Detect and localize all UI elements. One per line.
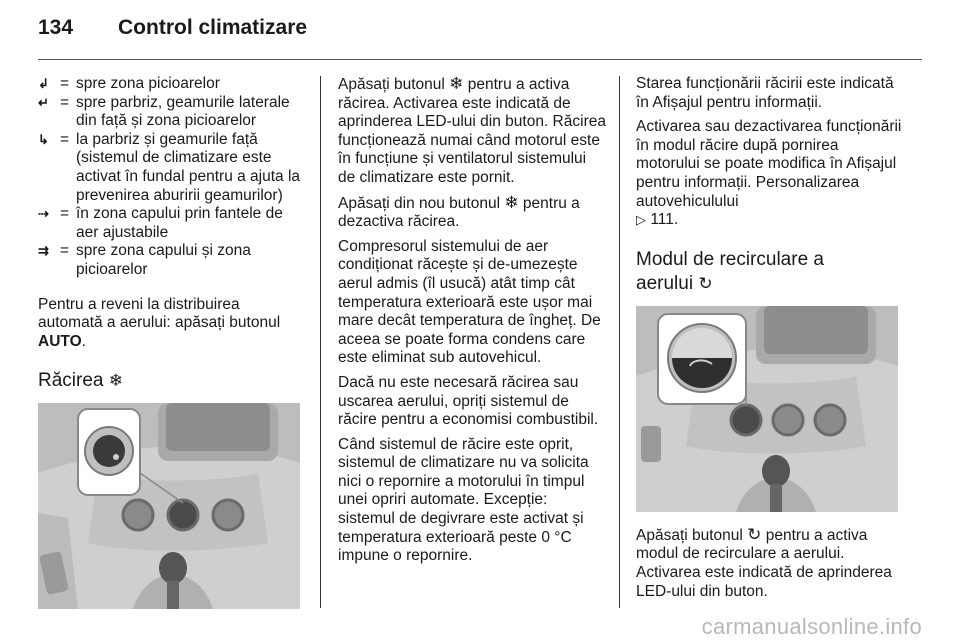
recirculation-button-figure bbox=[636, 306, 898, 512]
cooling-button-figure bbox=[38, 403, 300, 609]
auto-label: AUTO bbox=[38, 332, 82, 350]
watermark: carmanualsonline.info bbox=[701, 614, 922, 639]
compressor-paragraph: Compresorul sistemului de aer condiționat răcește și de-umezește aerul admis (îl usucă) atât timp cât temperatura exterioară este ușor mai mare decât temperatura de îngheț. De aceea se poate forma condens care este eliminat sub autovehicul. bbox=[338, 237, 601, 367]
column-divider-2 bbox=[619, 76, 620, 608]
distribution-item-feet: ↲ = spre zona picioarelor bbox=[38, 75, 220, 92]
dashboard-illustration bbox=[636, 306, 898, 512]
page-header bbox=[38, 16, 307, 46]
head-vent-icon: ⇢ bbox=[38, 206, 49, 222]
distribution-item-windscreen: ↳ = la parbriz și geamurile față (sistemul de climatizare este activat în fundal pentru a ajuta la prevenirea aburirii geamurilor) bbox=[38, 130, 301, 204]
column-2 bbox=[338, 75, 606, 572]
page-reference-icon: ▷ bbox=[636, 212, 646, 228]
column-1 bbox=[38, 75, 306, 609]
distribution-item-head-feet: ⇉ = spre zona capului și zona picioarelor bbox=[38, 242, 251, 278]
dashboard-illustration bbox=[38, 403, 300, 609]
page-reference: 111. bbox=[650, 211, 679, 229]
auto-stop-paragraph: Când sistemul de răcire este oprit, sistemul de climatizare nu va solicita nici o repornire a motorului în timpul unei opriri automate. Excepție: sistemul de degivrare este activat și temperatura exterioară peste 0 °C impune o repornire. bbox=[338, 435, 589, 565]
snowflake-icon: ❄ bbox=[449, 74, 464, 93]
recirculation-heading: Modul de recirculare a aerului ↻ bbox=[636, 248, 824, 294]
recirculation-icon: ↻ bbox=[747, 524, 762, 544]
cooling-settings-paragraph: Activarea sau dezactivarea funcționării în modul răcire după pornirea motorului se poate modifica în Afișajul pentru informații. Personalizarea autovehiculului ▷ 111. bbox=[636, 118, 902, 229]
recirculation-icon: ↻ bbox=[698, 273, 713, 293]
snowflake-icon: ❄ bbox=[504, 192, 519, 212]
page-title: Control climatizare bbox=[118, 16, 308, 39]
cooling-activate-paragraph: Apăsați butonul ❄ pentru a activa răcirea. Activarea este indicată de aprinderea LED-ului din buton. Răcirea funcționează numai când motorul este în funcțiune și ventilatorul sistemului de climatizare este pornit. bbox=[338, 74, 606, 186]
snowflake-icon: ❄ bbox=[108, 371, 124, 391]
feet-vent-icon: ↲ bbox=[38, 76, 49, 91]
head-feet-vent-icon: ⇉ bbox=[38, 243, 49, 259]
auto-distribution-paragraph: Pentru a reveni la distribuirea automată a aerului: apăsați butonul AUTO. bbox=[38, 295, 281, 350]
column-3 bbox=[636, 75, 906, 607]
column-divider-1 bbox=[320, 76, 321, 608]
page-number: 134 bbox=[38, 16, 74, 39]
distribution-item-head: ⇢ = în zona capului prin fantele de aer ajustabile bbox=[38, 205, 283, 241]
air-distribution-list bbox=[38, 75, 306, 280]
fuel-saving-paragraph: Dacă nu este necesară răcirea sau uscarea aerului, opriți sistemul de răcire pentru a economisi combustibil. bbox=[338, 373, 599, 429]
cooling-status-paragraph: Starea funcționării răcirii este indicată în Afișajul pentru informații. bbox=[636, 75, 894, 111]
header-rule bbox=[38, 59, 922, 60]
distribution-item-windscreen-feet: ↵ = spre parbriz, geamurile laterale din față și zona picioarelor bbox=[38, 93, 290, 130]
windscreen-feet-vent-icon: ↵ bbox=[38, 94, 49, 110]
recirculation-activate-paragraph: Apăsați butonul ↻ pentru a activa modul de recirculare a aerului. Activarea este indicată de aprinderea LED-ului din buton. bbox=[636, 524, 892, 600]
cooling-deactivate-paragraph: Apăsați din nou butonul ❄ pentru a dezactiva răcirea. bbox=[338, 192, 580, 231]
cooling-heading: Răcirea ❄ bbox=[38, 370, 124, 392]
windscreen-vent-icon: ↳ bbox=[38, 131, 49, 147]
